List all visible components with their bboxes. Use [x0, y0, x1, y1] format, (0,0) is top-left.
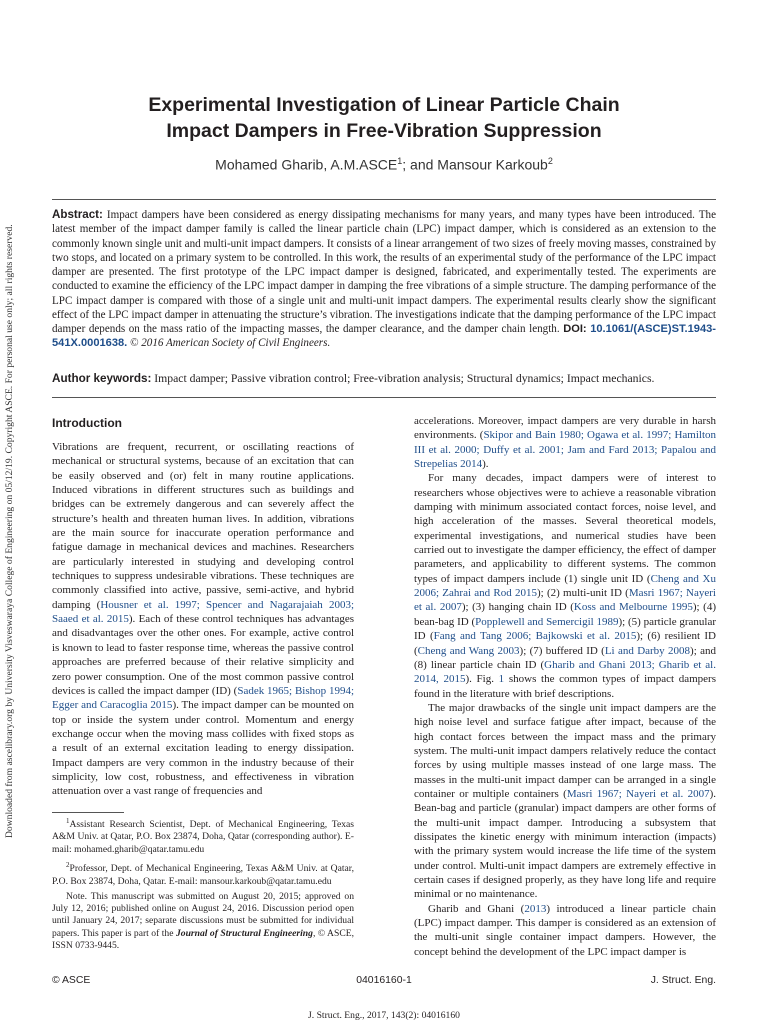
paragraph — [414, 414, 716, 471]
author-1: Mohamed Gharib, A.M.ASCE — [215, 156, 398, 173]
abstract-text: Impact dampers have been considered as energy dissipating mechanisms for many years, and many types have been introduced. The latest member of the impact damper family is called the linear particle chain (LPC) impact damper, which is considered as an extension to the commonly known single unit and multi-unit impact dampers. It consists of a linear arrangement of two sizes of freely moving masses, constrained by two stops, and located on a primary system to be controlled. In this work, the results of an experimental study of the performance of the LPC impact damper are presented. The first prototype of the LPC impact damper is designed, fabricated, and experimentally tested. The experiments are conducted to examine the efficiency of the LPC impact damper in damping the free vibrations of a simple structure. The damping performance of the LPC impact damper is compared with those of a single unit and multi-unit impact dampers. The experimental results clearly show the significant effect of the LPC impact damper in attenuating the structure’s vibration. The investigations indicate that the damping performance of the LPC impact damper depends on the mass ratio of the impacting masses, the damper clearance, and the damper chain length. — [52, 209, 716, 335]
text-run: ). Fig. — [465, 673, 499, 686]
journal-name: Journal of Structural Engineering — [175, 927, 313, 939]
citation-link[interactable]: Housner et al. 1997; Spencer and Nagarajaiah 2003; Saaed et al. 2015 — [52, 598, 354, 626]
text-run: Gharib and Ghani ( — [428, 902, 525, 915]
citation-link[interactable]: Fang and Tang 2006; Bajkowski et al. 2015 — [433, 630, 637, 643]
citation-link[interactable]: Skipor and Bain 1980; Ogawa et al. 1997; Hamilton III et al. 2000; Duffy et al. 2001; Jam and Fard 2013; Papalou and Strepelias 2014 — [414, 429, 716, 471]
text-run: ); (7) buffered ID ( — [519, 644, 605, 657]
footnote-marker: 2 — [66, 861, 70, 870]
abstract-bottom-rule — [52, 397, 716, 398]
abstract — [52, 208, 716, 351]
text-run: ); (3) hanging chain ID ( — [461, 601, 574, 614]
note-text: Note. This manuscript was submitted on August 20, 2015; approved on July 12, 2016; published online on August 24, 2016. Discussion period open until January 24, 2017; separate discussions must be submitted for individual papers. This paper is part of the — [52, 890, 354, 939]
footer-publisher: © ASCE — [52, 975, 91, 986]
author-2-affiliation: 2 — [547, 156, 553, 166]
citation-link[interactable]: Li and Darby 2008 — [604, 644, 691, 657]
citation-line: J. Struct. Eng., 2017, 143(2): 04016160 — [308, 1010, 460, 1021]
text-run: ); (4) bean-bag ID ( — [414, 601, 717, 628]
footnote-2 — [52, 859, 354, 888]
abstract-top-rule — [52, 199, 716, 200]
text-run: ). Bean-bag and particle (granular) impact dampers are other forms of the multi-unit impact damper. Introducing a subsystem that dissipates the kinetic energy with minimum interaction (impacts) with the primary system would increase the life time of the system under control. Multi-unit impact dampers are extremely effective in certain cases if designed properly, as they have long life and require minimal or no maintenance. — [414, 787, 716, 901]
text-run: ); (2) multi-unit ID ( — [537, 587, 629, 600]
author-keywords — [52, 372, 716, 385]
text-run: ) introduced a linear particle chain (LPC) impact damper. This damper is considered as an extension of the multi-unit single container impact dampers. However, the concept behind the development of the LPC impact damper is — [414, 902, 716, 958]
title-line-1: Experimental Investigation of Linear Particle Chain — [148, 94, 620, 116]
text-run: ). The impact damper can be mounted on top or inside the system under control. Momentum and energy exchange occur when the moving mass collides with fixed stops as a result of an external excitation leading to energy dissipation. Impact dampers are very common in the industry because of their simplicity, low cost, robustness, and effectiveness in vibration attenuation over a vast range of frequencies and — [52, 699, 354, 798]
citation-link[interactable]: Masri 1967; Nayeri et al. 2007 — [566, 787, 710, 800]
download-notice-text: Downloaded from ascelibrary.org by University Visveswaraya College of Engineering on 05/12/19. Copyright ASCE. For personal use only; all rights reserved. — [4, 224, 15, 838]
author-line — [40, 156, 728, 173]
text-run: ); (6) resilient ID ( — [414, 630, 716, 657]
doi-link[interactable]: 10.1061/(ASCE)ST.1943-541X.0001638. — [52, 323, 716, 350]
footnote-marker: 1 — [66, 817, 70, 825]
text-run: The major drawbacks of the single unit impact dampers are the high noise level and surface fatigue after impact, because of the high contact forces between the impact mass and the primary system. The multi-unit impact dampers relatively reduce the contact forces by using multiple masses instead of one large mass. The masses in the multi-unit impact damper can be arranged in a single container or multiple containers ( — [414, 701, 716, 800]
keywords-label: Author keywords: — [52, 372, 152, 385]
footnote-text: Assistant Research Scientist, Dept. of Mechanical Engineering, Texas A&M Univ. at Qatar, P.O. Box 23874, Doha, Qatar (corresponding author). E-mail: mohamed.gharib@qatar.tamu.edu — [52, 819, 354, 855]
footer-article-number: 04016160-1 — [356, 975, 412, 986]
footer-journal: J. Struct. Eng. — [650, 975, 716, 986]
text-run: shows the common types of impact dampers found in the literature with brief descriptions. — [414, 673, 716, 700]
text-run: For many decades, impact dampers were of interest to researchers whose objectives were to achieve a reasonable vibration damping with minimum associated contact forces, noise level, and high acceleration of the masses. Several theoretical models, experimental investigations, and numerical studies have been carried out to investigate the damper efficiency, the effect of damper parameters, and applicability to different systems. The common types of impact dampers include (1) single unit ID ( — [414, 472, 716, 585]
section-heading-introduction: Introduction — [52, 416, 122, 430]
figure-link[interactable]: 1 — [498, 673, 505, 686]
citation-link[interactable]: 2013 — [524, 902, 547, 915]
left-column — [52, 440, 354, 799]
text-run: ). — [482, 458, 489, 471]
citation-link[interactable]: Popplewell and Semercigil 1989 — [475, 615, 619, 628]
citation-link[interactable]: Koss and Melbourne 1995 — [573, 601, 693, 614]
paper-title — [40, 92, 728, 144]
footnote-text: Professor, Dept. of Mechanical Engineering, Texas A&M Univ. at Qatar, P.O. Box 23874, Doha, Qatar. E-mail: mansour.karkoub@qatar.tamu.edu — [52, 863, 354, 887]
text-run: accelerations. Moreover, impact dampers are very durable in harsh environments. ( — [414, 415, 716, 442]
text-run: ); and (8) linear particle chain ID ( — [414, 644, 717, 671]
citation-link[interactable]: Gharib and Ghani 2013; Gharib et al. 2014, 2015 — [414, 658, 716, 686]
text-run: ); (5) particle granular ID ( — [414, 615, 716, 643]
note-text: , © ASCE, ISSN 0733-9445. — [52, 927, 354, 952]
citation-link[interactable]: Cheng and Wang 2003 — [417, 644, 520, 657]
footnote-1 — [52, 815, 354, 856]
paragraph — [414, 902, 716, 959]
text-run: ). Each of these control techniques has advantages and disadvantages over the other ones. For example, active control is known to lead to faster response time, whereas the passive control approaches are preferred because of their relative simplicity and zero power consumption. One of the most common passive control devices is called the impact damper (ID) ( — [52, 613, 354, 697]
doi-label: DOI: — [563, 323, 587, 335]
author-1-affiliation: 1 — [397, 156, 403, 166]
paragraph — [414, 701, 716, 902]
download-notice — [2, 178, 16, 838]
footnotes — [52, 815, 354, 955]
paragraph — [414, 471, 716, 701]
keywords-text: Impact damper; Passive vibration control; Free-vibration analysis; Structural dynamics; Impact mechanics. — [154, 372, 655, 385]
citation-link[interactable]: Sadek 1965; Bishop 1994; Egger and Caracoglia 2015 — [52, 684, 354, 712]
submission-note — [52, 891, 354, 952]
citation-link[interactable]: Cheng and Xu 2006; Zahrai and Rod 2015 — [414, 572, 716, 600]
text-run: Vibrations are frequent, recurrent, or oscillating reactions of mechanical or structural systems, because of an excitation that can be easily observed and (or) felt in many routine applications. Induced vibrations in different structures such as buildings and bridges can be extremely dangerous and can severely affect the structure’s health and threaten human lives. In addition, vibrations are the main source for inaccurate operation performance and fatigue damage in mechanical devices and machines. Researchers are particularly interested in studying and developing control techniques to suppress undesirable vibrations. These techniques are commonly classified into active, passive, semi-active, and hybrid damping ( — [52, 441, 354, 611]
author-separator: ; and — [402, 156, 438, 173]
right-column — [414, 414, 716, 959]
abstract-label: Abstract: — [52, 208, 103, 221]
citation-link[interactable]: Masri 1967; Nayeri et al. 2007 — [414, 587, 716, 614]
paragraph — [52, 440, 354, 799]
footnote-rule — [52, 812, 124, 813]
author-2: Mansour Karkoub — [437, 156, 548, 173]
copyright-notice: © 2016 American Society of Civil Engineers. — [130, 337, 331, 350]
title-line-2: Impact Dampers in Free-Vibration Suppression — [166, 120, 602, 142]
